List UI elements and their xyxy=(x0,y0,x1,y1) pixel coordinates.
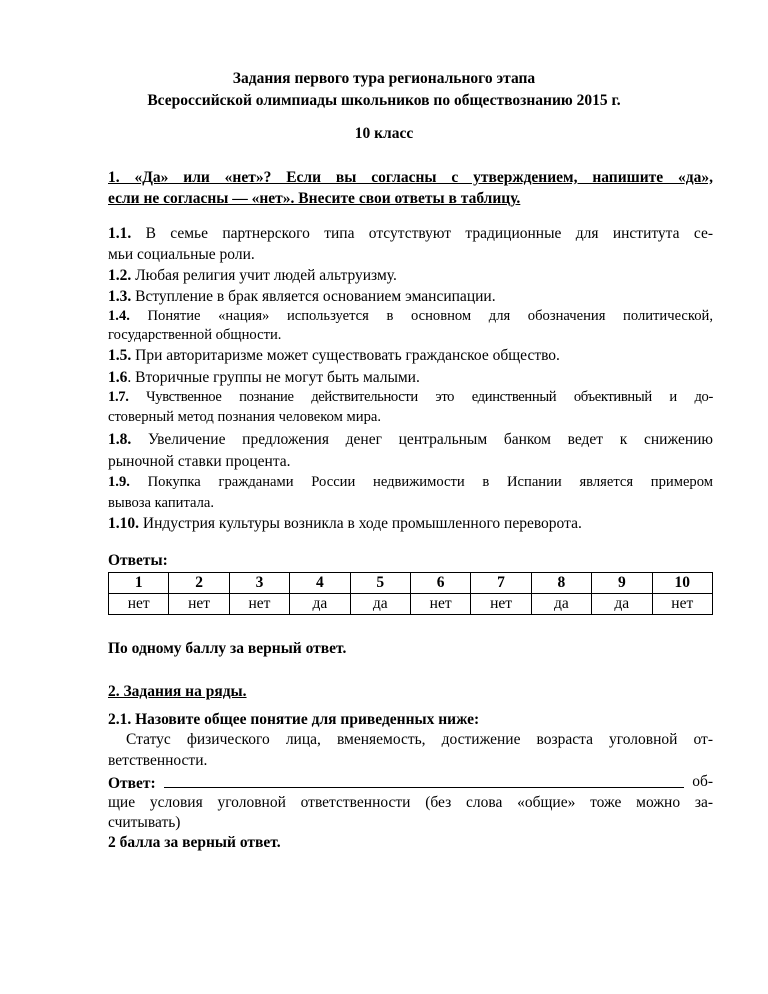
statement-number: 1.10. xyxy=(108,515,139,532)
statement-1-9 xyxy=(108,474,713,491)
task2-1-answer-cont: щие условия уголовной ответственности (без слова «общие» тоже можно за- xyxy=(108,794,713,811)
answer-label: Ответ: xyxy=(108,775,156,792)
answer-cell: да xyxy=(350,594,410,615)
statement-number: 1.7. xyxy=(108,389,129,405)
statement-1-3 xyxy=(108,288,713,306)
statement-number: 1.5. xyxy=(108,347,132,364)
statement-1-4-cont: государственной общности. xyxy=(108,327,282,343)
statement-1-7-cont: стоверный метод познания человеком мира. xyxy=(108,409,381,425)
statement-text: При авторитаризме может существовать гражданское общество. xyxy=(131,347,560,364)
statement-text: Любая религия учит людей альтруизму. xyxy=(131,267,397,284)
answers-header-cell: 9 xyxy=(592,573,652,594)
statement-1-10 xyxy=(108,515,713,533)
answers-header-cell: 4 xyxy=(290,573,350,594)
task1-heading-line-1: 1. «Да» или «нет»? Если вы согласны с утверждением, напишите «да», xyxy=(108,169,713,186)
statement-1-1 xyxy=(108,225,713,243)
statement-1-7 xyxy=(108,389,713,406)
statement-1-2 xyxy=(108,267,713,285)
statement-text: Вступление в брак является основанием эмансипации. xyxy=(131,288,496,305)
answers-header-row xyxy=(109,573,713,594)
task2-1-answer-end: считывать) xyxy=(108,814,181,831)
answer-text-start: об- xyxy=(692,773,713,790)
statement-text: . Вторичные группы не могут быть малыми. xyxy=(127,369,420,386)
statement-text: В семье партнерского типа отсутствуют традиционные для института се- xyxy=(131,225,713,242)
statement-number: 1.2. xyxy=(108,267,132,284)
answer-cell: нет xyxy=(229,594,289,615)
task2-1-answer-line xyxy=(108,773,713,793)
statement-text: Индустрия культуры возникла в ходе промышленного переворота. xyxy=(139,515,582,532)
statement-1-5 xyxy=(108,347,713,365)
task2-score: 2 балла за верный ответ. xyxy=(108,834,281,851)
answer-cell: да xyxy=(592,594,652,615)
statement-text: Понятие «нация» используется в основном для обозначения политической, xyxy=(129,308,713,324)
answers-header-cell: 5 xyxy=(350,573,410,594)
answers-header-cell: 6 xyxy=(410,573,470,594)
answer-cell: нет xyxy=(109,594,169,615)
answer-cell: нет xyxy=(169,594,229,615)
statement-number: 1.3. xyxy=(108,288,132,305)
answers-header-cell: 1 xyxy=(109,573,169,594)
answer-cell: да xyxy=(290,594,350,615)
title-line-2: Всероссийской олимпиады школьников по обществознанию 2015 г. xyxy=(147,92,621,109)
statement-1-4 xyxy=(108,308,713,325)
answers-header-cell: 10 xyxy=(652,573,712,594)
task2-1-heading: 2.1. Назовите общее понятие для приведенных ниже: xyxy=(108,711,480,728)
statement-1-1-cont: мьи социальные роли. xyxy=(108,246,255,263)
statement-number: 1.6 xyxy=(108,369,128,386)
statement-number: 1.1. xyxy=(108,225,132,242)
statement-text: Увеличение предложения денег центральным банком ведет к снижению xyxy=(131,431,713,448)
answer-cell: нет xyxy=(652,594,712,615)
answers-table xyxy=(108,572,713,615)
answer-cell: да xyxy=(531,594,591,615)
answers-label: Ответы: xyxy=(108,552,168,569)
task2-1-text: Статус физического лица, вменяемость, достижение возраста уголовной от- xyxy=(126,731,713,748)
task2-heading: 2. Задания на ряды. xyxy=(108,683,247,700)
statement-1-9-cont: вывоза капитала. xyxy=(108,495,215,511)
task1-heading-line-2: если не согласны — «нет». Внесите свои ответы в таблицу. xyxy=(108,190,521,207)
statement-number: 1.8. xyxy=(108,431,132,448)
statement-text: Покупка гражданами России недвижимости в Испании является примером xyxy=(129,474,713,490)
statement-1-8 xyxy=(108,431,713,449)
answer-cell: нет xyxy=(471,594,531,615)
statement-number: 1.4. xyxy=(108,308,130,324)
statement-number: 1.9. xyxy=(108,474,130,490)
task2-1-text-cont: ветственности. xyxy=(108,752,208,769)
title-line-1: Задания первого тура регионального этапа xyxy=(232,70,536,87)
task1-score: По одному баллу за верный ответ. xyxy=(108,640,347,657)
answer-cell: нет xyxy=(410,594,470,615)
answers-value-row xyxy=(109,594,713,615)
statement-1-6 xyxy=(108,369,713,387)
answers-header-cell: 3 xyxy=(229,573,289,594)
answers-header-cell: 2 xyxy=(169,573,229,594)
answers-header-cell: 8 xyxy=(531,573,591,594)
statement-1-8-cont: рыночной ставки процента. xyxy=(108,453,291,470)
answer-blank-line xyxy=(164,773,684,788)
statement-text: Чувственное познание действительности это единственный объективный и до- xyxy=(128,389,713,405)
answers-header-cell: 7 xyxy=(471,573,531,594)
grade-label: 10 класс xyxy=(354,125,414,142)
